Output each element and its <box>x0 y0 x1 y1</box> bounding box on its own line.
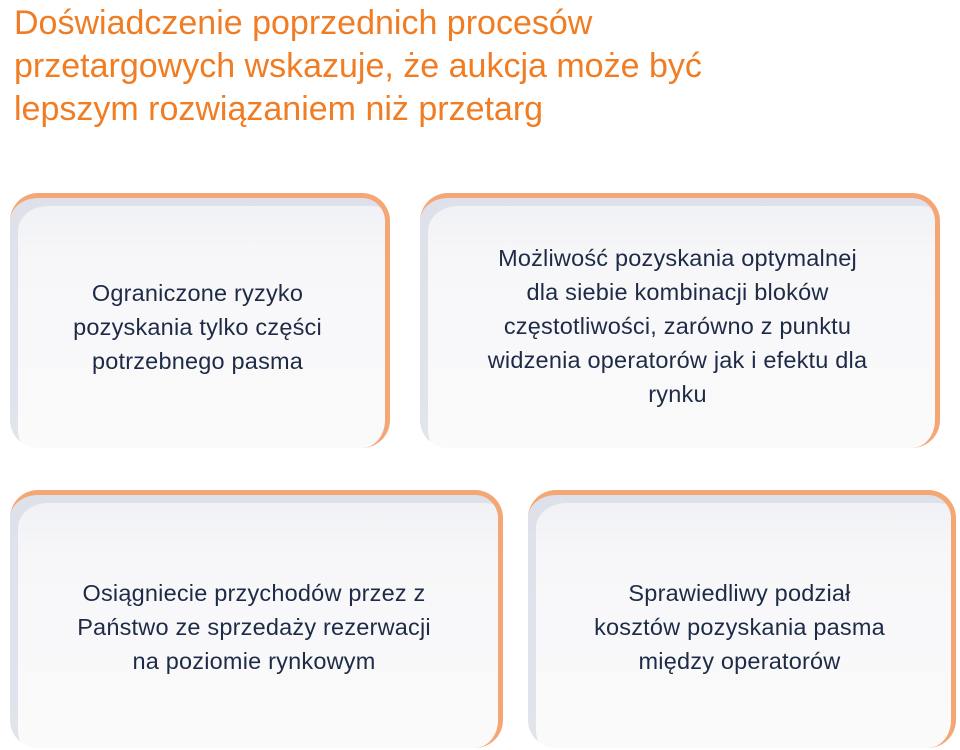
benefit-text-line: Państwo ze sprzedaży rezerwacji <box>77 613 431 640</box>
slide-title-line: Doświadczenie poprzednich procesów <box>14 4 593 42</box>
benefit-text-line: Ograniczone ryzyko <box>91 280 304 306</box>
benefit-text-line: pozyskania tylko części <box>73 314 322 340</box>
benefit-box-optimal-combination <box>420 193 940 448</box>
benefit-text-line: między operatorów <box>638 647 841 674</box>
benefit-box-text <box>73 268 322 378</box>
benefit-box-text <box>488 235 868 411</box>
benefit-text-line: dla siebie kombinacji bloków <box>526 279 829 305</box>
benefit-box-state-revenue <box>10 490 503 748</box>
benefit-box-fair-cost-split <box>528 490 956 748</box>
benefit-text-line: Możliwość pozyskania optymalnej <box>498 245 857 271</box>
benefit-text-line: Osiągniecie przychodów przez z <box>82 579 426 606</box>
benefit-text-line: na poziomie rynkowym <box>132 647 376 674</box>
benefit-text-line: widzenia operatorów jak i efektu dla <box>487 347 868 373</box>
slide-title-line: lepszym rozwiązaniem niż przetarg <box>14 90 544 128</box>
benefit-text-line: rynku <box>648 381 707 407</box>
benefit-box-text <box>594 566 885 678</box>
benefit-text-line: potrzebnego pasma <box>91 348 304 374</box>
slide-title-line: przetargowych wskazuje, że aukcja może być <box>14 47 702 85</box>
benefit-text-line: Sprawiedliwy podział <box>628 579 851 606</box>
benefit-box-limited-risk <box>10 193 390 448</box>
slide-title <box>14 2 914 131</box>
benefit-text-line: częstotliwości, zarówno z punktu <box>503 313 852 339</box>
benefit-box-text <box>77 566 431 678</box>
benefit-text-line: kosztów pozyskania pasma <box>594 613 885 640</box>
